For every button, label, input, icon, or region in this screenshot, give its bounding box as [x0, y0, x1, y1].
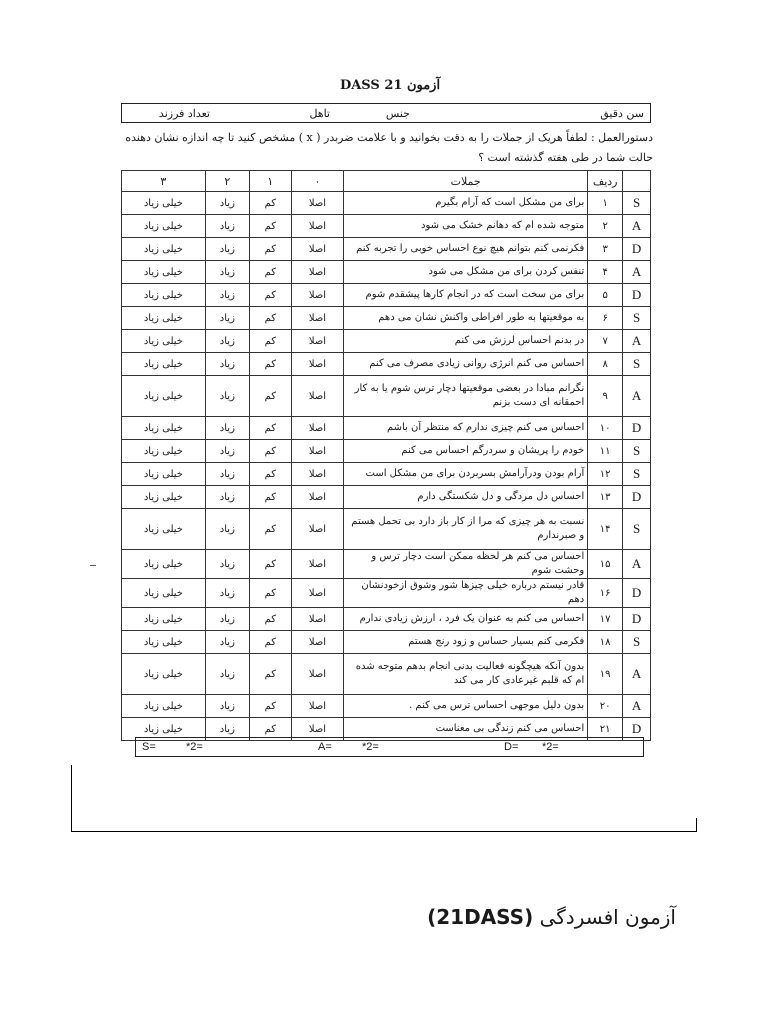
scale-code: A	[623, 261, 651, 284]
option-much[interactable]: زیاد	[205, 718, 249, 741]
option-very-much[interactable]: خیلی زیاد	[122, 550, 206, 579]
header-2: ۲	[205, 171, 249, 192]
scale-code: D	[623, 486, 651, 509]
option-much[interactable]: زیاد	[205, 215, 249, 238]
option-much[interactable]: زیاد	[205, 579, 249, 608]
option-never[interactable]: اصلا	[291, 550, 343, 579]
questionnaire-body	[122, 192, 651, 741]
scale-code: D	[623, 718, 651, 741]
item-text: احساس می کنم انرژی روانی زیادی مصرف می کنم	[344, 353, 588, 376]
option-very-much[interactable]: خیلی زیاد	[122, 579, 206, 608]
item-text: فکرمی کنم بسیار حساس و زود رنج هستم	[344, 631, 588, 654]
scale-code: S	[623, 463, 651, 486]
item-text: خودم را پریشان و سردرگم احساس می کنم	[344, 440, 588, 463]
option-little[interactable]: کم	[249, 631, 291, 654]
table-row	[122, 376, 651, 417]
option-little[interactable]: کم	[249, 718, 291, 741]
title-prefix: آزمون	[406, 78, 441, 93]
table-row	[122, 307, 651, 330]
table-row	[122, 215, 651, 238]
option-little[interactable]: کم	[249, 463, 291, 486]
header-3: ۳	[122, 171, 206, 192]
option-never[interactable]: اصلا	[291, 718, 343, 741]
option-very-much[interactable]: خیلی زیاد	[122, 417, 206, 440]
frame-line-bottom	[71, 831, 697, 832]
option-much[interactable]: زیاد	[205, 307, 249, 330]
table-row	[122, 654, 651, 695]
option-much[interactable]: زیاد	[205, 608, 249, 631]
option-little[interactable]: کم	[249, 192, 291, 215]
row-number: ۱۱	[588, 440, 623, 463]
scale-code: S	[623, 353, 651, 376]
table-row	[122, 631, 651, 654]
option-never[interactable]: اصلا	[291, 695, 343, 718]
scale-code: D	[623, 579, 651, 608]
scale-code: A	[623, 215, 651, 238]
option-never[interactable]: اصلا	[291, 463, 343, 486]
scale-code: A	[623, 695, 651, 718]
item-text: فکرنمی کنم بتوانم هیچ نوع احساس خوبی را تجربه کنم	[344, 238, 588, 261]
option-little[interactable]: کم	[249, 550, 291, 579]
option-much[interactable]: زیاد	[205, 550, 249, 579]
table-row	[122, 330, 651, 353]
option-little[interactable]: کم	[249, 417, 291, 440]
item-text: نسبت به هر چیزی که مرا از کار باز دارد بی تحمل هستم و صبرندارم	[344, 509, 588, 550]
option-never[interactable]: اصلا	[291, 509, 343, 550]
scale-code: A	[623, 550, 651, 579]
option-never[interactable]: اصلا	[291, 486, 343, 509]
table-row	[122, 608, 651, 631]
option-little[interactable]: کم	[249, 509, 291, 550]
item-text: برای من سخت است که در انجام کارها پیشقدم شوم	[344, 284, 588, 307]
option-much[interactable]: زیاد	[205, 654, 249, 695]
table-row	[122, 463, 651, 486]
option-little[interactable]: کم	[249, 376, 291, 417]
option-never[interactable]: اصلا	[291, 376, 343, 417]
option-very-much[interactable]: خیلی زیاد	[122, 307, 206, 330]
option-little[interactable]: کم	[249, 579, 291, 608]
score-box	[135, 737, 644, 757]
option-never[interactable]: اصلا	[291, 307, 343, 330]
row-number: ۲	[588, 215, 623, 238]
item-text: به موقعیتها به طور افراطی واکنش نشان می دهم	[344, 307, 588, 330]
row-number: ۱۲	[588, 463, 623, 486]
option-never[interactable]: اصلا	[291, 192, 343, 215]
option-never[interactable]: اصلا	[291, 579, 343, 608]
option-never[interactable]: اصلا	[291, 261, 343, 284]
option-much[interactable]: زیاد	[205, 486, 249, 509]
item-text: بدون دلیل موجهی احساس ترس می کنم .	[344, 695, 588, 718]
row-number: ۱۶	[588, 579, 623, 608]
option-never[interactable]: اصلا	[291, 631, 343, 654]
option-much[interactable]: زیاد	[205, 695, 249, 718]
option-much[interactable]: زیاد	[205, 631, 249, 654]
form-title	[330, 78, 450, 93]
item-text: احساس دل مردگی و دل شکستگی دارم	[344, 486, 588, 509]
scale-code: A	[623, 654, 651, 695]
option-very-much[interactable]: خیلی زیاد	[122, 284, 206, 307]
option-very-much[interactable]: خیلی زیاد	[122, 608, 206, 631]
item-text: تنفس کردن برای من مشکل می شود	[344, 261, 588, 284]
row-number: ۴	[588, 261, 623, 284]
option-much[interactable]: زیاد	[205, 440, 249, 463]
table-row	[122, 550, 651, 579]
table-row	[122, 353, 651, 376]
row-number: ۷	[588, 330, 623, 353]
info-marital: تاهل	[309, 107, 330, 120]
option-never[interactable]: اصلا	[291, 440, 343, 463]
option-little[interactable]: کم	[249, 261, 291, 284]
frame-line-left	[71, 765, 72, 832]
option-never[interactable]: اصلا	[291, 608, 343, 631]
option-never[interactable]: اصلا	[291, 353, 343, 376]
option-very-much[interactable]: خیلی زیاد	[122, 376, 206, 417]
option-little[interactable]: کم	[249, 353, 291, 376]
table-row	[122, 440, 651, 463]
option-very-much[interactable]: خیلی زیاد	[122, 330, 206, 353]
table-row	[122, 509, 651, 550]
info-gender: جنس	[385, 107, 410, 120]
option-never[interactable]: اصلا	[291, 238, 343, 261]
header-1: ۱	[249, 171, 291, 192]
row-number: ۹	[588, 376, 623, 417]
row-number: ۸	[588, 353, 623, 376]
info-box	[121, 103, 651, 123]
item-text: برای من مشکل است که آرام بگیرم	[344, 192, 588, 215]
item-text: در بدنم احساس لرزش می کنم	[344, 330, 588, 353]
scale-code: S	[623, 192, 651, 215]
caption	[404, 905, 676, 929]
option-little[interactable]: کم	[249, 238, 291, 261]
scale-code: S	[623, 307, 651, 330]
table-row	[122, 284, 651, 307]
table-row	[122, 261, 651, 284]
option-very-much[interactable]: خیلی زیاد	[122, 718, 206, 741]
row-number: ۱۴	[588, 509, 623, 550]
scale-code: A	[623, 376, 651, 417]
score-s: S=	[142, 741, 156, 753]
option-much[interactable]: زیاد	[205, 509, 249, 550]
option-little[interactable]: کم	[249, 215, 291, 238]
option-very-much[interactable]: خیلی زیاد	[122, 261, 206, 284]
option-much[interactable]: زیاد	[205, 192, 249, 215]
row-number: ۳	[588, 238, 623, 261]
item-text: متوجه شده ام که دهانم خشک می شود	[344, 215, 588, 238]
option-very-much[interactable]: خیلی زیاد	[122, 463, 206, 486]
option-much[interactable]: زیاد	[205, 261, 249, 284]
table-row	[122, 192, 651, 215]
option-little[interactable]: کم	[249, 330, 291, 353]
caption-paren: (21DASS)	[427, 905, 534, 929]
questionnaire-table	[121, 170, 651, 741]
title-name: DASS 21	[339, 78, 403, 93]
table-row	[122, 238, 651, 261]
score-d-mult: *2=	[542, 741, 559, 753]
option-much[interactable]: زیاد	[205, 417, 249, 440]
scale-code: D	[623, 417, 651, 440]
option-little[interactable]: کم	[249, 654, 291, 695]
option-very-much[interactable]: خیلی زیاد	[122, 215, 206, 238]
score-a: A=	[318, 741, 332, 753]
option-little[interactable]: کم	[249, 695, 291, 718]
item-text: احساس می کنم زندگی بی معناست	[344, 718, 588, 741]
scale-code: S	[623, 509, 651, 550]
option-very-much[interactable]: خیلی زیاد	[122, 695, 206, 718]
option-never[interactable]: اصلا	[291, 284, 343, 307]
option-never[interactable]: اصلا	[291, 215, 343, 238]
option-much[interactable]: زیاد	[205, 376, 249, 417]
stray-mark	[90, 565, 96, 566]
score-s-mult: *2=	[186, 741, 203, 753]
row-number: ۱۵	[588, 550, 623, 579]
option-very-much[interactable]: خیلی زیاد	[122, 192, 206, 215]
row-number: ۱۷	[588, 608, 623, 631]
item-text: احساس می کنم به عنوان یک فرد ، ارزش زیادی ندارم	[344, 608, 588, 631]
option-little[interactable]: کم	[249, 307, 291, 330]
table-row	[122, 695, 651, 718]
instructions: دستورالعمل : لطفاً هریک از جملات را به دقت بخوانید و با علامت ضربدر ( x ) مشخص کنید تا چه اندازه نشان دهنده حالت شما در طی هفته گذشته است ؟	[125, 131, 653, 164]
item-text: احساس می کنم هر لحظه ممکن است دچار ترس و وحشت شوم	[344, 550, 588, 579]
table-row	[122, 579, 651, 608]
option-much[interactable]: زیاد	[205, 353, 249, 376]
scale-code: S	[623, 440, 651, 463]
table-row	[122, 486, 651, 509]
option-much[interactable]: زیاد	[205, 330, 249, 353]
row-number: ۲۱	[588, 718, 623, 741]
header-scale	[623, 171, 651, 192]
item-text: نگرانم مبادا در بعضی موقعیتها دچار ترس شوم یا به کار احمقانه ای دست بزنم	[344, 376, 588, 417]
row-number: ۱۸	[588, 631, 623, 654]
item-text: قادر نیستم درباره خیلی چیزها شور وشوق ازخودنشان دهم	[344, 579, 588, 608]
option-never[interactable]: اصلا	[291, 654, 343, 695]
row-number: ۱	[588, 192, 623, 215]
info-children: تعداد فرزند	[158, 107, 210, 120]
header-row: ردیف	[588, 171, 623, 192]
caption-text: آزمون افسردگی	[539, 905, 676, 929]
table-row	[122, 417, 651, 440]
scale-code: D	[623, 284, 651, 307]
option-very-much[interactable]: خیلی زیاد	[122, 509, 206, 550]
item-text: احساس می کنم چیزی ندارم که منتظر آن باشم	[344, 417, 588, 440]
row-number: ۶	[588, 307, 623, 330]
score-a-mult: *2=	[362, 741, 379, 753]
row-number: ۲۰	[588, 695, 623, 718]
option-much[interactable]: زیاد	[205, 284, 249, 307]
row-number: ۱۰	[588, 417, 623, 440]
info-age: سن دقیق	[600, 107, 644, 120]
row-number: ۱۹	[588, 654, 623, 695]
item-text: آرام بودن ودرآرامش بسربردن برای من مشکل است	[344, 463, 588, 486]
option-little[interactable]: کم	[249, 486, 291, 509]
item-text: بدون آنکه هیچگونه فعالیت بدنی انجام بدهم متوجه شده ام که قلبم غیرعادی کار می کند	[344, 654, 588, 695]
header-sentence: جملات	[344, 171, 588, 192]
scale-code: S	[623, 631, 651, 654]
scale-code: D	[623, 238, 651, 261]
header-0: ۰	[291, 171, 343, 192]
row-number: ۵	[588, 284, 623, 307]
scale-code: D	[623, 608, 651, 631]
scale-code: A	[623, 330, 651, 353]
option-never[interactable]: اصلا	[291, 330, 343, 353]
table-header	[122, 171, 651, 192]
option-very-much[interactable]: خیلی زیاد	[122, 238, 206, 261]
option-very-much[interactable]: خیلی زیاد	[122, 440, 206, 463]
option-little[interactable]: کم	[249, 608, 291, 631]
option-very-much[interactable]: خیلی زیاد	[122, 353, 206, 376]
option-very-much[interactable]: خیلی زیاد	[122, 654, 206, 695]
option-much[interactable]: زیاد	[205, 238, 249, 261]
option-never[interactable]: اصلا	[291, 417, 343, 440]
option-very-much[interactable]: خیلی زیاد	[122, 631, 206, 654]
frame-line-right	[696, 818, 697, 832]
option-much[interactable]: زیاد	[205, 463, 249, 486]
option-very-much[interactable]: خیلی زیاد	[122, 486, 206, 509]
score-d: D=	[504, 741, 519, 753]
option-little[interactable]: کم	[249, 284, 291, 307]
option-little[interactable]: کم	[249, 440, 291, 463]
row-number: ۱۳	[588, 486, 623, 509]
